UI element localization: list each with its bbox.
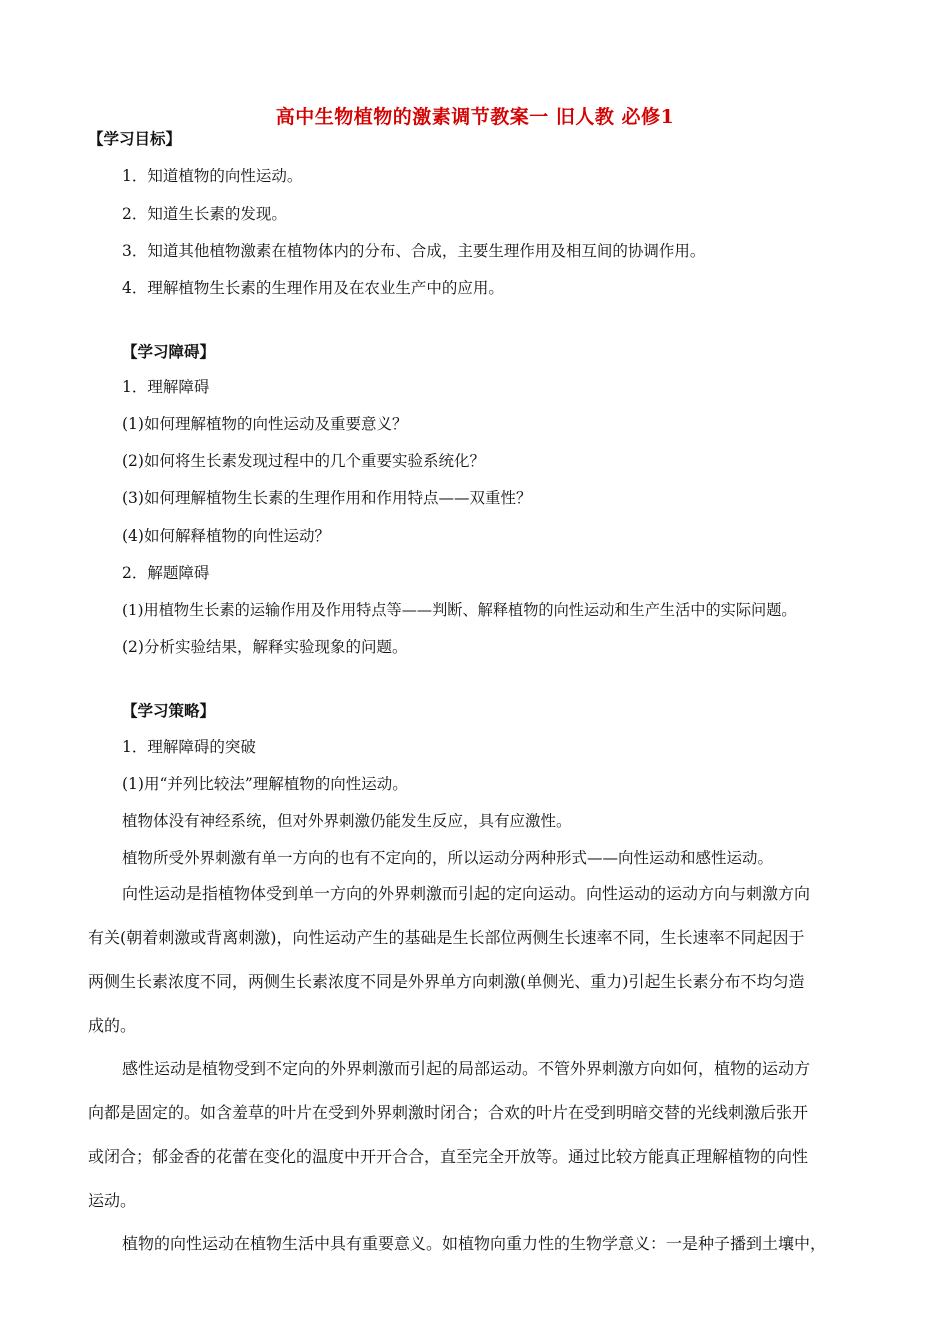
strategy-line: 植物体没有神经系统，但对外界刺激仍能发生反应，具有应激性。 <box>122 812 572 830</box>
objective-item: 1．知道植物的向性运动。 <box>122 167 303 185</box>
paragraph-line: 感性运动是植物受到不定向的外界刺激而引起的局部运动。不管外界刺激方向如何，植物的运动方 <box>122 1059 811 1078</box>
paragraph-line: 向都是固定的。如含羞草的叶片在受到外界刺激时闭合；合欢的叶片在受到明暗交替的光线刺激后张开 <box>88 1103 809 1122</box>
paragraph-line: 两侧生长素浓度不同，两侧生长素浓度不同是外界单方向刺激(单侧光、重力)引起生长素分布不均匀造 <box>88 972 805 991</box>
objective-item: 4．理解植物生长素的生理作用及在农业生产中的应用。 <box>122 279 504 297</box>
obstacle-line: (1)用植物生长素的运输作用及作用特点等——判断、解释植物的向性运动和生产生活中的实际问题。 <box>122 601 797 619</box>
strategy-line: 1．理解障碍的突破 <box>122 738 256 756</box>
obstacle-line: (1)如何理解植物的向性运动及重要意义？ <box>122 415 408 433</box>
obstacle-line: (2)分析实验结果，解释实验现象的问题。 <box>122 638 408 656</box>
section-heading-obstacles: 【学习障碍】 <box>122 342 216 361</box>
strategy-line: 植物所受外界刺激有单一方向的也有不定向的，所以运动分两种形式——向性运动和感性运动。 <box>122 849 774 867</box>
paragraph-line: 植物的向性运动在植物生活中具有重要意义。如植物向重力性的生物学意义：一是种子播到土壤中， <box>122 1234 827 1253</box>
obstacle-line: 2．解题障碍 <box>122 564 210 582</box>
paragraph-line: 有关(朝着刺激或背离刺激)，向性运动产生的基础是生长部位两侧生长速率不同，生长速率不同起因于 <box>88 928 805 947</box>
section-heading-objectives: 【学习目标】 <box>88 129 182 148</box>
obstacle-line: (2)如何将生长素发现过程中的几个重要实验系统化？ <box>122 452 485 470</box>
paragraph-line: 向性运动是指植物体受到单一方向的外界刺激而引起的定向运动。向性运动的运动方向与刺激方向 <box>122 884 811 903</box>
paragraph-line: 运动。 <box>88 1191 137 1210</box>
obstacle-line: (3)如何理解植物生长素的生理作用和作用特点——双重性？ <box>122 489 532 507</box>
strategy-line: (1)用“并列比较法”理解植物的向性运动。 <box>122 775 408 793</box>
objective-item: 3．知道其他植物激素在植物体内的分布、合成，主要生理作用及相互间的协调作用。 <box>122 242 706 260</box>
section-heading-strategy: 【学习策略】 <box>122 701 216 720</box>
obstacle-line: 1．理解障碍 <box>122 378 210 396</box>
objective-item: 2．知道生长素的发现。 <box>122 205 287 223</box>
document-title: 高中生物植物的激素调节教案一 旧人教 必修1 <box>275 106 675 128</box>
paragraph-line: 或闭合；郁金香的花蕾在变化的温度中开开合合，直至完全开放等。通过比较方能真正理解植物的向性 <box>88 1147 809 1166</box>
paragraph-line: 成的。 <box>88 1016 137 1035</box>
obstacle-line: (4)如何解释植物的向性运动？ <box>122 527 330 545</box>
